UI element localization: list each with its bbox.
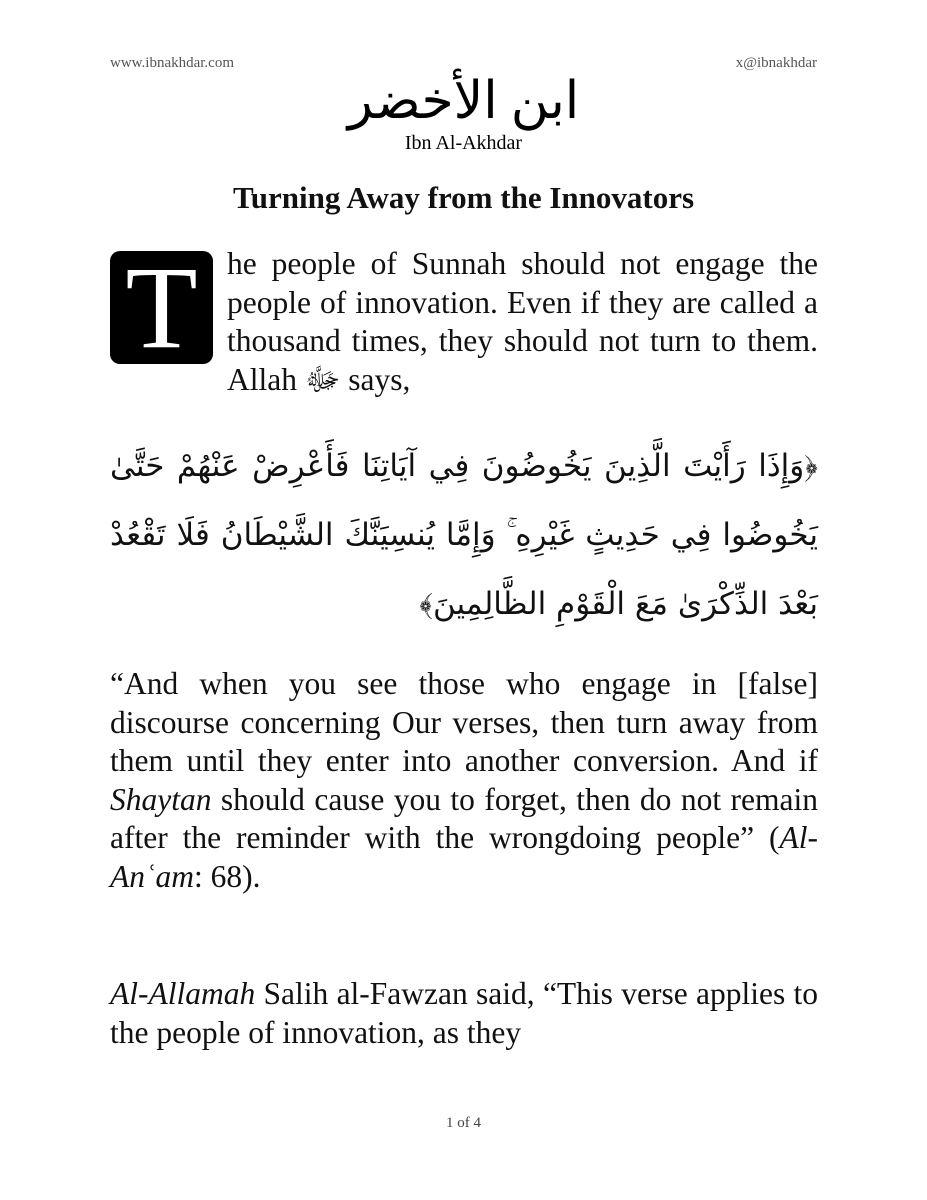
- site-url[interactable]: www.ibnakhdar.com: [110, 55, 234, 71]
- intro-text: he people of Sunnah should not engage the people of innovation. Even if they are called a thousand times, they should not turn to them. Allah ﷻ says,: [227, 246, 818, 397]
- drop-cap: T: [110, 251, 213, 364]
- translation-text-2: should cause you to forget, then do not remain after the reminder with the wrongdoing people” (: [110, 781, 818, 855]
- logo-arabic-calligraphy: ابن الأخضر: [347, 73, 580, 130]
- scholar-title-italic: Al-Allamah: [110, 976, 256, 1011]
- intro-paragraph: [110, 242, 818, 399]
- page-title: Turning Away from the Innovators: [232, 180, 695, 215]
- scholar-quote-paragraph: [110, 975, 818, 1052]
- logo: [0, 70, 927, 154]
- translation-text-3: : 68).: [193, 858, 261, 894]
- verse-translation: [110, 665, 818, 896]
- scholar-quote-text: Salih al-Fawzan said, “This verse applies to the people of innovation, as they: [110, 976, 818, 1050]
- translation-italic-surah: Al-Anʿam: [110, 820, 818, 894]
- social-handle[interactable]: x@ibnakhdar: [735, 55, 817, 71]
- page-number: 1 of 4: [446, 1115, 481, 1131]
- translation-text-1: “And when you see those who engage in [false] discourse concerning Our verses, then turn away from them until they enter into another conversion. And if: [110, 666, 818, 778]
- logo-latin-name: Ibn Al-Akhdar: [404, 132, 523, 154]
- arabic-quran-verse: ﴿وَإِذَا رَأَيْتَ الَّذِينَ يَخُوضُونَ فِي آيَاتِنَا فَأَعْرِضْ عَنْهُمْ حَتَّىٰ يَخُوضُوا فِي حَدِيثٍ غَيْرِهِ ۚ وَإِمَّا يُنسِيَنَّكَ الشَّيْطَانُ فَلَا تَقْعُدْ بَعْدَ الذِّكْرَىٰ مَعَ الْقَوْمِ الظَّالِمِينَ﴾: [110, 448, 818, 622]
- translation-italic-shaytan: Shaytan: [110, 781, 212, 817]
